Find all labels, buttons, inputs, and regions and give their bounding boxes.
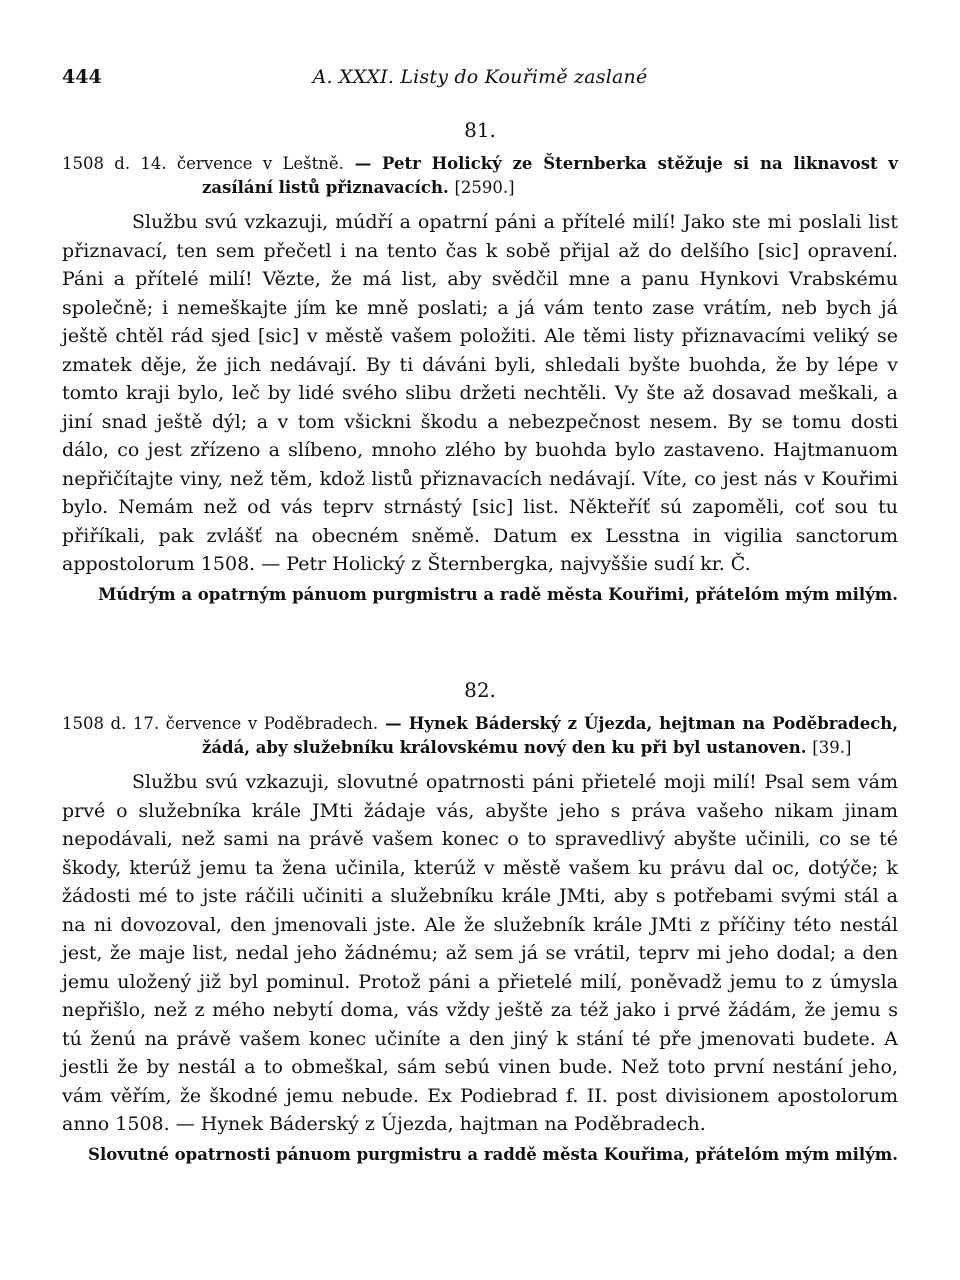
document-number: 82. (464, 678, 496, 702)
document-82 (62, 678, 898, 1164)
document-number: 81. (464, 118, 496, 142)
summary-text: — Petr Holický ze Šternberka stěžuje si na liknavost v zasílání listů přiznavacích. (202, 154, 898, 197)
document-summary (62, 712, 898, 760)
letter-text: Službu svú vzkazuji, múdří a opatrní páni a přítelé milí! Jako ste mi poslali list přiznavací, ten sem přečetl i na tento čas k sobě přijal až do delšího [sic] opravení. Páni a přítelé milí! Vězte, že má list, aby svědčil mne a panu Hynkovi Vrabskému společně; i nemeškajte jím ke mně poslati; a já vám tento zase vrátím, neb bych já ještě chtěl rád sjed [sic] v městě vašem položiti. Ale těmi listy přiznavacími veliký se zmatek děje, že jich nedávají. By ti dáváni byli, shledali byšte buohda, že by lépe v tomto kraji bylo, leč by lidé svého slibu držeti nechtěli. Vy šte až dosavad meškali, a jiní snad ještě dýl; a v tom všickni škodu a nebezpečnost nesem. By se tomu dosti dálo, co jest zřízeno a slíbeno, mnoho zlého by buohda bylo zastaveno. Hajtmanuom nepřičítajte viny, než těm, kdož listů přiznavacích nedávají. Víte, co jest nás v Kouřimi bylo. Nemám než od vás teprv strnástý [sic] list. Někteříť sú zapoměli, coť sou tu přiříkali, pak zvlášť na obecném sněmě. Datum ex Lesstna in vigilia sanctorum appostolorum 1508. — Petr Holický z Šternbergka, najvyššie sudí kr. Č. (62, 211, 898, 575)
document-date: 1508 d. 17. července v Poděbradech. (62, 714, 379, 733)
document-81 (62, 118, 898, 604)
running-title: A. XXXI. Listy do Kouřimě zaslané (312, 66, 648, 88)
letter-address: Múdrým a opatrným pánuom purgmistru a radě města Kouřimi, přátelóm mým milým. (98, 584, 898, 604)
reference-number: [39.] (812, 738, 852, 757)
letter-text: Službu svú vzkazuji, slovutné opatrnosti páni přietelé moji milí! Psal sem vám prvé o služebníka krále JMti žádaje vás, abyšte jeho s práva vašeho nikam jinam nepodávali, než sami na právě vašem konec o to spravedlivý abyšte učinili, co se té škody, kterúž jemu ta žena učinila, kterúž v městě vašem ku právu dal oc, dotýče; k žádosti mé to jste ráčili učiniti a služebníku krále JMti, aby s potřebami svými stál a na ni dovozoval, den jmenovali jste. Ale že služebník krále JMti z příčiny této nestál jest, že maje list, nedal jeho žádnému; až sem já se vrátil, teprv mi jeho dodal; a den jemu uložený již byl pominul. Protož páni a přietelé milí, poněvadž jemu to z úmysla nepřišlo, než z mého nebytí doma, vás vždy ještě za též jako i prvé žádám, že jemu s tú ženú na právě vašem konec učiníte a den jiný k stání té pře jmenovati budete. A jestli že by nestál a to obmeškal, sám sebú vinen bude. Než toto první nestání jeho, vám věřím, že škodné jemu nebude. Ex Podiebrad f. II. post divisionem apostolorum anno 1508. — Hynek Báderský z Újezda, hajtman na Poděbradech. (62, 771, 898, 1135)
running-head (62, 66, 898, 96)
page-number: 444 (62, 66, 102, 88)
document-summary (62, 152, 898, 200)
summary-text: — Hynek Báderský z Újezda, hejtman na Poděbradech, žádá, aby služebníku královskému nový den ku při byl ustanoven. (202, 714, 898, 757)
document-date: 1508 d. 14. července v Leštně. (62, 154, 344, 173)
reference-number: [2590.] (454, 178, 515, 197)
letter-address: Slovutné opatrnosti pánuom purgmistru a raddě města Kouřima, přátelóm mým milým. (88, 1144, 898, 1164)
